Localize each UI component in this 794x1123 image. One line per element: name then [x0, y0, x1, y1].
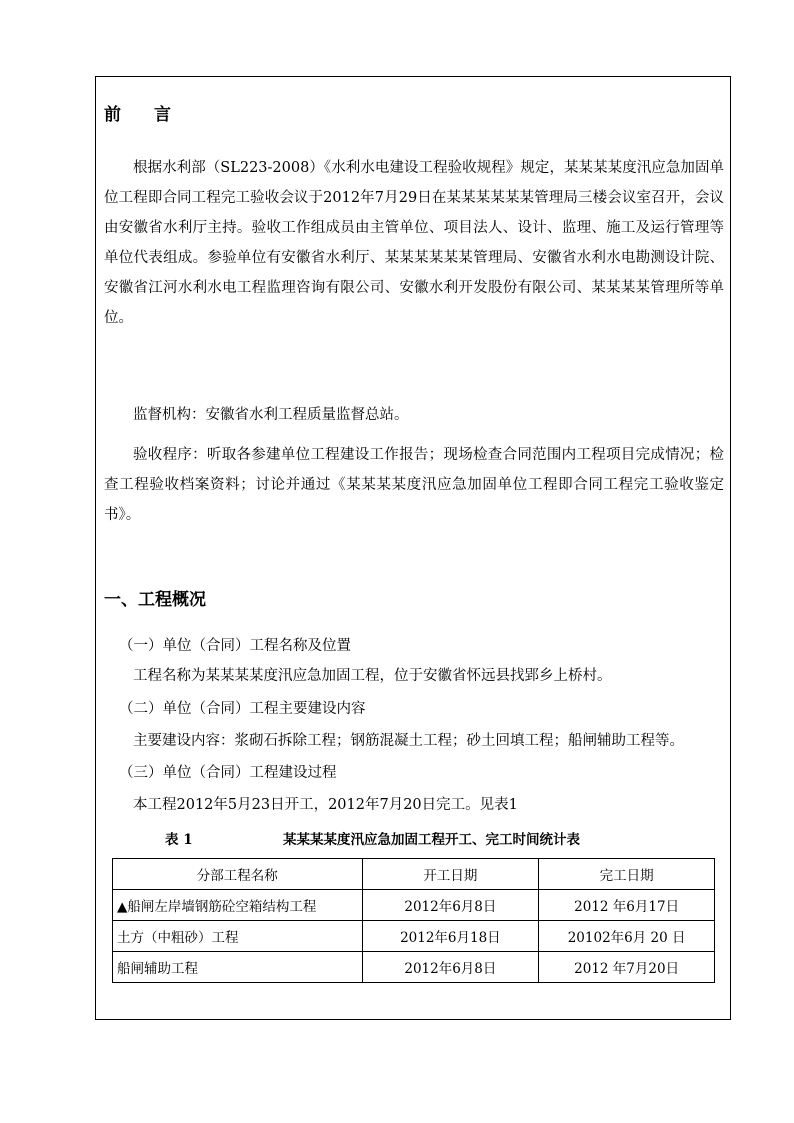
preface-heading-char-2: 言: [154, 105, 171, 125]
subsection-3-title: （三）单位（合同）工程建设过程: [119, 765, 337, 781]
cell-end: 2012 年7月20日: [539, 952, 715, 983]
cell-name: ▲船闸左岸墙钢筋砼空箱结构工程: [113, 890, 363, 921]
preface-heading: [104, 100, 171, 125]
cell-name: 船闸辅助工程: [113, 952, 363, 983]
header-cell-name: 分部工程名称: [113, 859, 363, 890]
cell-end: 20102年6月 20 日: [539, 921, 715, 952]
cell-start: 2012年6月8日: [362, 890, 539, 921]
header-cell-end: 完工日期: [539, 859, 715, 890]
preface-heading-char-1: 前: [104, 105, 121, 125]
subsection-2-text: 主要建设内容：浆砌石拆除工程；钢筋混凝土工程；砂土回填工程；船闸辅助工程等。: [133, 733, 684, 749]
cell-end: 2012 年6月17日: [539, 890, 715, 921]
subsection-1-text: 工程名称为某某某某度汛应急加固工程，位于安徽省怀远县找郢乡上桥村。: [133, 668, 612, 684]
table-row: [113, 921, 715, 952]
table-label: 表 1: [165, 832, 193, 848]
table-title: 某某某某度汛应急加固工程开工、完工时间统计表: [283, 832, 580, 848]
header-cell-start: 开工日期: [362, 859, 539, 890]
section-heading: 一、工程概况: [104, 590, 206, 610]
cell-start: 2012年6月8日: [362, 952, 539, 983]
preface-paragraph-3: 验收程序：听取各参建单位工程建设工作报告；现场检查合同范围内工程项目完成情况；检查工程验收档案资料；讨论并通过《某某某某度汛应急加固单位工程即合同工程完工验收鉴定书》。: [104, 447, 724, 523]
subsection-2-title: （二）单位（合同）工程主要建设内容: [119, 701, 366, 717]
table-row: [113, 952, 715, 983]
cell-start: 2012年6月18日: [362, 921, 539, 952]
table-header-row: [113, 859, 715, 890]
table-row: [113, 890, 715, 921]
cell-name: 土方（中粗砂）工程: [113, 921, 363, 952]
schedule-table: [112, 858, 715, 983]
preface-paragraph-2: 监督机构：安徽省水利工程质量监督总站。: [133, 407, 409, 423]
subsection-1-title: （一）单位（合同）工程名称及位置: [119, 638, 351, 654]
subsection-3-text: 本工程2012年5月23日开工，2012年7月20日完工。见表1: [133, 797, 518, 813]
preface-paragraph-1: 根据水利部（SL223-2008）《水利水电建设工程验收规程》规定，某某某某度汛应急加固单位工程即合同工程完工验收会议于2012年7月29日在某某某某某某管理局三楼会议室召开，会议由安徽省水利厅主持。验收工作组成员由主管单位、项目法人、设计、监理、施工及运行管理等单位代表组成。参验单位有安徽省水利厅、某某某某某某管理局、安徽省水利水电勘测设计院、安徽省江河水利水电工程监理咨询有限公司、安徽水利开发股份有限公司、某某某某管理所等单位。: [104, 160, 724, 326]
